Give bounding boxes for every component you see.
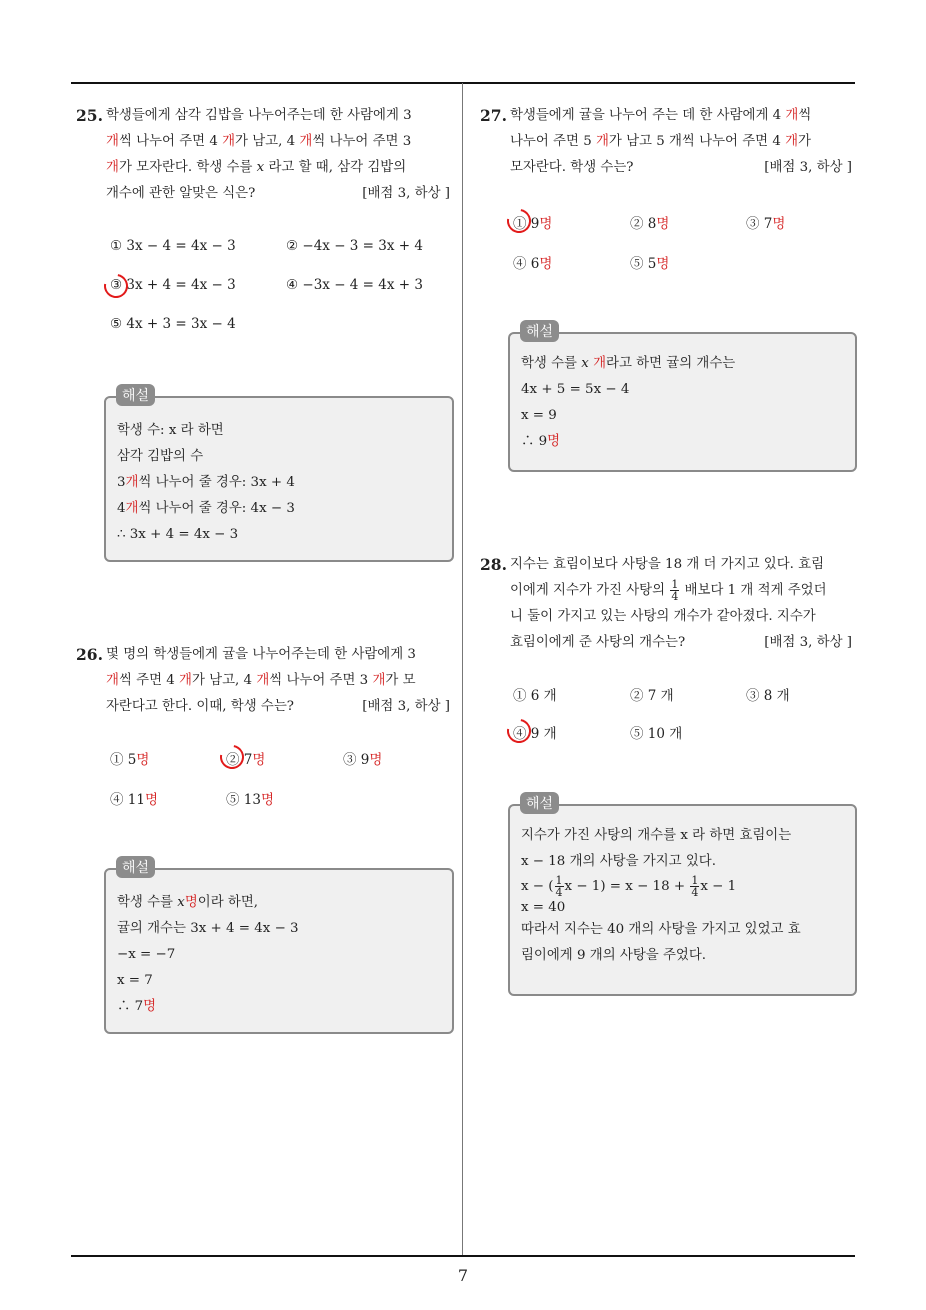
choice-1[interactable]: ① 6 개 <box>513 688 557 704</box>
fraction-one-quarter: $\frac{1}{4}$ <box>671 578 679 603</box>
choice-4[interactable]: ④ −3x − 4 = 4x + 3 <box>286 277 423 293</box>
choice-2[interactable]: ② −4x − 3 = 3x + 4 <box>286 238 423 254</box>
answer-circle-mark <box>502 714 535 747</box>
choice-3[interactable]: ③ 9명 <box>343 752 383 768</box>
top-rule <box>71 82 855 84</box>
choice-4[interactable]: ④ 6명 <box>513 256 553 272</box>
question-text: 학생들에게 삼각 김밥을 나누어주는데 한 사람에게 3 개씩 나누어 주면 4 개가 남고, 4 개씩 나누어 주면 3 개가 모자란다. 학생 수를 x 라고 할 때, 삼각 김밥의 개수에 관한 알맞은 식은? [배점 3, 하상 ] <box>106 103 456 207</box>
choice-4[interactable]: ④ 11명 <box>110 792 159 808</box>
choice-5[interactable]: ⑤ 10 개 <box>630 726 683 742</box>
points-label: [배점 3, 하상 ] <box>764 160 852 175</box>
question-text: 몇 명의 학생들에게 귤을 나누어주는데 한 사람에게 3 개씩 주면 4 개가 남고, 4 개씩 나누어 주면 3 개가 모 자란다고 한다. 이때, 학생 수는? [배점 3, 하상 ] <box>106 642 456 720</box>
choice-3[interactable]: ③ 8 개 <box>746 688 790 704</box>
page-number: 7 <box>457 1266 469 1285</box>
choice-2[interactable]: ② 7명 <box>226 752 266 768</box>
answer-circle-mark <box>502 204 535 237</box>
choice-1[interactable]: ① 9명 <box>513 216 553 232</box>
choice-2[interactable]: ② 7 개 <box>630 688 674 704</box>
solution-box-25 <box>104 388 454 562</box>
answer-circle-mark <box>215 740 248 773</box>
choice-1[interactable]: ① 3x − 4 = 4x − 3 <box>110 238 236 254</box>
choice-4[interactable]: ④ 9 개 <box>513 726 557 742</box>
solution-box-26 <box>104 860 454 1034</box>
question-26 <box>76 642 456 720</box>
choice-3[interactable]: ③ 7명 <box>746 216 786 232</box>
solution-box-27 <box>508 324 857 472</box>
points-label: [배점 3, 하상 ] <box>362 186 450 201</box>
column-divider <box>462 83 463 1256</box>
question-text: 학생들에게 귤을 나누어 주는 데 한 사람에게 4 개씩 나누어 주면 5 개가 남고 5 개씩 나누어 주면 4 개가 모자란다. 학생 수는? [배점 3, 하상 ] <box>510 103 858 181</box>
choice-5[interactable]: ⑤ 5명 <box>630 256 670 272</box>
bottom-rule <box>71 1255 855 1257</box>
answer-circle-mark <box>99 269 132 302</box>
choice-5[interactable]: ⑤ 4x + 3 = 3x − 4 <box>110 316 236 332</box>
solution-text: 학생 수: x 라 하면 삼각 김밥의 수 3개씩 나누어 줄 경우: 3x + 4 4개씩 나누어 줄 경우: 4x − 3 ∴ 3x + 4 = 4x − 3 <box>117 423 295 542</box>
choice-3[interactable]: ③ 3x + 4 = 4x − 3 <box>110 277 236 293</box>
question-number: 27. <box>480 106 507 125</box>
solution-tag: 해설 <box>116 856 155 878</box>
choice-1[interactable]: ① 5명 <box>110 752 150 768</box>
solution-text: 학생 수를 x 개라고 하면 귤의 개수는 4x + 5 = 5x − 4 x = 9 ∴ 9명 <box>521 356 736 449</box>
solution-box-28 <box>508 796 857 996</box>
question-text: 지수는 효림이보다 사탕을 18 개 더 가지고 있다. 효림 이에게 지수가 가진 사탕의 $\frac{1}{4}$ 배보다 1 개 적게 주었더 니 둘이 가지고 있는 사탕의 개수가 같아졌다. 지수가 효림이에게 준 사탕의 개수는? [배점 3, 하상 ] <box>510 552 858 656</box>
solution-text: 지수가 가진 사탕의 개수를 x 라 하면 효림이는 x − 18 개의 사탕을 가지고 있다. x − ( $\frac{1}{4}$ x − 1) = x − 18 + $\frac{1}{4}$ x − 1 x = 40 따라서 지수는 40 개의 사탕을 가지고 있었고 효 림이에게 9 개의 사탕을 주었다. <box>521 828 801 963</box>
choice-5[interactable]: ⑤ 13명 <box>226 792 275 808</box>
solution-tag: 해설 <box>520 320 559 342</box>
choice-2[interactable]: ② 8명 <box>630 216 670 232</box>
question-28 <box>480 552 858 656</box>
question-number: 28. <box>480 555 507 574</box>
solution-tag: 해설 <box>116 384 155 406</box>
question-25 <box>76 103 456 207</box>
question-27 <box>480 103 858 181</box>
solution-tag: 해설 <box>520 792 559 814</box>
points-label: [배점 3, 하상 ] <box>764 635 852 650</box>
solution-text: 학생 수를 x명이라 하면, 귤의 개수는 3x + 4 = 4x − 3 −x = −7 x = 7 ∴ 7명 <box>117 895 299 1014</box>
question-number: 26. <box>76 645 103 664</box>
question-number: 25. <box>76 106 103 125</box>
points-label: [배점 3, 하상 ] <box>362 699 450 714</box>
